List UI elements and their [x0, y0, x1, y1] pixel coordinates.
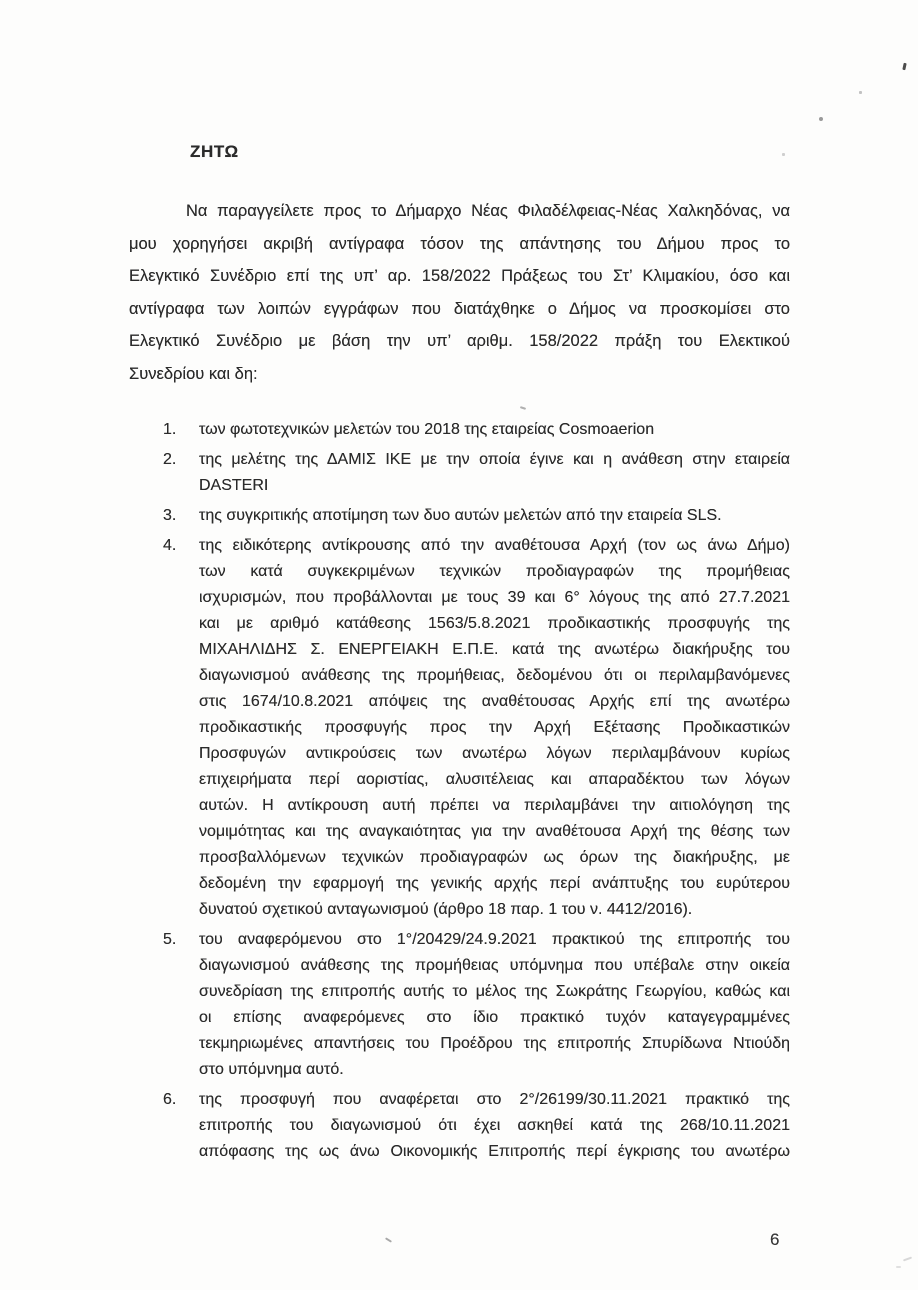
list-item-line: των κατά συγκεκριμένων τεχνικών προδιαγραφών της προμήθειας — [199, 563, 790, 580]
list-item-line: DASTERI — [199, 477, 269, 494]
list-item-line: στο υπόμνημα αυτό. — [199, 1061, 344, 1078]
paragraph-line: Να παραγγείλετε προς το Δήμαρχο Νέας Φιλαδέλφειας-Νέας Χαλκηδόνας, να — [186, 202, 790, 220]
list-item-line: συνεδρίαση της επιτροπής αυτής το μέλος της Σωκράτης Γεωργίου, καθώς και — [199, 983, 790, 1000]
list-item-number: 4. — [163, 537, 177, 554]
scan-speck — [902, 63, 906, 70]
list-item-line: απόφασης της ως άνω Οικονομικής Επιτροπής περί έγκρισης του ανωτέρω — [199, 1143, 790, 1160]
scan-speck — [782, 153, 785, 156]
scan-speck — [896, 1266, 901, 1268]
list-item-line: στις 1674/10.8.2021 απόψεις της αναθέτουσας Αρχής επί της ανωτέρω — [199, 693, 790, 710]
list-item-line: του αναφερόμενου στο 1°/20429/24.9.2021 πρακτικού της επιτροπής του — [199, 931, 790, 948]
list-item-3 — [162, 503, 790, 529]
list-item-1 — [162, 417, 790, 443]
list-item-number: 5. — [163, 931, 177, 948]
list-item-line: διαγωνισμού ανάθεσης της προμήθειας υπόμνημα που υπέβαλε στην οικεία — [199, 957, 790, 974]
list-item-number: 2. — [163, 451, 177, 468]
list-item-line: αυτών. Η αντίκρουση αυτή πρέπει να περιλαμβάνει την αιτιολόγηση της — [199, 797, 790, 814]
list-item-6 — [162, 1087, 790, 1165]
list-item-line: επιχειρήματα περί αοριστίας, αλυσιτέλειας και απαραδέκτου των λόγων — [199, 771, 790, 788]
list-item-4 — [162, 533, 790, 923]
list-item-line: οι επίσης αναφερόμενες στο ίδιο πρακτικό τυχόν καταγεγραμμένες — [199, 1009, 790, 1026]
list-item-2 — [162, 447, 790, 499]
list-item-line: ΜΙΧΑΗΛΙΔΗΣ Σ. ΕΝΕΡΓΕΙΑΚΗ Ε.Π.Ε. κατά της ανωτέρω διακήρυξης του — [199, 641, 790, 658]
page-number: 6 — [770, 1230, 780, 1249]
list-item-line: δεδομένη την εφαρμογή της γενικής αρχής περί ανάπτυξης του ευρύτερου — [199, 875, 790, 892]
list-item-line: ισχυρισμών, που προβάλλονται με τους 39 και 6° λόγους της από 27.7.2021 — [199, 589, 790, 606]
scan-speck — [520, 406, 526, 410]
list-item-number: 6. — [163, 1091, 177, 1108]
list-item-line: διαγωνισμού ανάθεσης της προμήθειας, δεδομένου ότι οι περιλαμβανόμενες — [199, 667, 790, 684]
scan-speck — [903, 1257, 912, 1262]
scan-speck — [819, 117, 823, 121]
list-item-line: επιτροπής του διαγωνισμού ότι έχει ασκηθεί κατά της 268/10.11.2021 — [199, 1117, 790, 1134]
list-item-number: 3. — [163, 507, 177, 524]
scan-speck — [859, 91, 862, 94]
list-item-line: νομιμότητας και της αναγκαιότητας για την αναθέτουσα Αρχή της θέσης των — [199, 823, 790, 840]
list-item-line: Προσφυγών αντικρούσεις των ανωτέρω λόγων περιλαμβάνουν κυρίως — [199, 745, 790, 762]
list-item-line: προσβαλλόμενων τεχνικών προδιαγραφών ως όρων της διακήρυξης, με — [199, 849, 790, 866]
list-item-line: της προσφυγή που αναφέρεται στο 2°/26199/30.11.2021 πρακτικό της — [199, 1091, 790, 1108]
opening-paragraph — [129, 195, 790, 390]
list-item-number: 1. — [163, 421, 177, 438]
list-item-line: τεκμηριωμένες απαντήσεις του Προέδρου της επιτροπής Σπυρίδωνα Ντιούδη — [199, 1035, 790, 1052]
scan-speck — [385, 1237, 392, 1242]
section-heading: ΖΗΤΩ — [190, 142, 239, 161]
list-item-line: προδικαστικής προσφυγής προς την Αρχή Εξέτασης Προδικαστικών — [199, 719, 790, 736]
paragraph-line: Ελεγκτικό Συνέδριο επί της υπ’ αρ. 158/2022 Πράξεως του Στ’ Κλιμακίου, όσο και — [129, 267, 790, 285]
list-item-line: και με αριθμό κατάθεσης 1563/5.8.2021 προδικαστικής προσφυγής της — [199, 615, 790, 632]
list-item-5 — [162, 927, 790, 1083]
list-item-line: των φωτοτεχνικών μελετών του 2018 της εταιρείας Cosmoaerion — [199, 421, 655, 438]
list-item-line: δυνατού σχετικού ανταγωνισμού (άρθρο 18 παρ. 1 του ν. 4412/2016). — [199, 901, 693, 918]
request-list — [162, 417, 790, 1169]
list-item-line: της μελέτης της ΔΑΜΙΣ ΙΚΕ με την οποία έγινε και η ανάθεση στην εταιρεία — [199, 451, 790, 468]
paragraph-line: αντίγραφα των λοιπών εγγράφων που διατάχθηκε ο Δήμος να προσκομίσει στο — [129, 299, 790, 318]
paragraph-line: μου χορηγήσει ακριβή αντίγραφα τόσον της απάντησης του Δήμου προς το — [129, 234, 790, 253]
list-item-line: της ειδικότερης αντίκρουσης από την αναθέτουσα Αρχή (τον ως άνω Δήμο) — [199, 537, 790, 554]
paragraph-line: Συνεδρίου και δη: — [129, 364, 258, 383]
paragraph-line: Ελεγκτικό Συνέδριο με βάση την υπ’ αριθμ. 158/2022 πράξη του Ελεκτικού — [129, 332, 790, 350]
list-item-line: της συγκριτικής αποτίμηση των δυο αυτών μελετών από την εταιρεία SLS. — [199, 507, 722, 524]
